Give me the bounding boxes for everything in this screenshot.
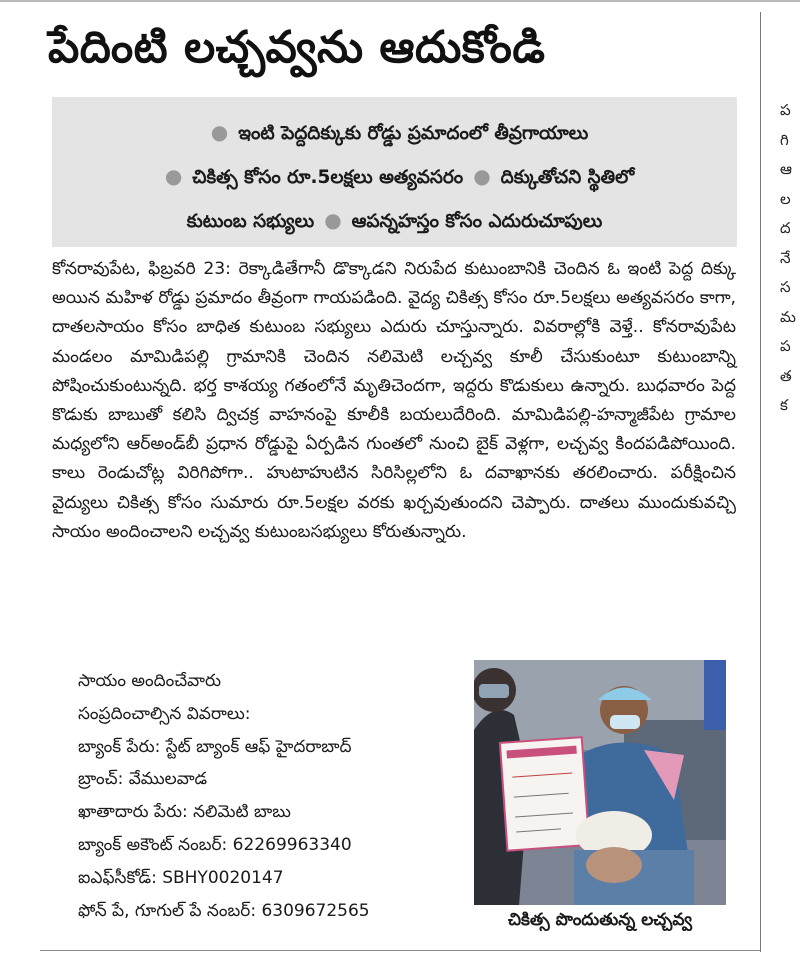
article-headline: పేదింటి లచ్చవ్వను ఆదుకోండి: [48, 22, 546, 73]
bullet-icon: ●: [473, 164, 491, 188]
hospital-photo: [474, 660, 726, 905]
bullet-icon: ●: [210, 120, 229, 144]
donation-details: [78, 665, 468, 927]
page-top-border: [0, 0, 800, 2]
donation-heading: సాయం అందించేవారు: [78, 671, 221, 691]
column-divider: [760, 12, 761, 952]
adjacent-column-fragment: ప గి ఆ ల ద నే స మ ప త క: [780, 101, 796, 414]
donation-subheading: సంప్రదించాల్సిన వివరాలు:: [78, 703, 251, 724]
bank-name: బ్యాంక్ పేరు: స్టేట్ బ్యాంక్ ఆఫ్ హైదరాబాద్: [78, 736, 352, 757]
deck-line-3: కుటుంబ సభ్యులు ● ఆపన్నహస్తం కోసం ఎదురుచూపులు: [186, 208, 603, 232]
photo-caption: చికిత్స పొందుతున్న లచ్చవ్వ: [507, 910, 693, 930]
account-holder: ఖాతాదారు పేరు: నలిమెటి బాబు: [78, 802, 291, 823]
bottom-rule: [40, 950, 760, 951]
hospital-photo-illustration: [474, 660, 726, 905]
deck-line-1: ● ఇంటి పెద్దదిక్కుకు రోడ్డు ప్రమాదంలో తీవ్రగాయాలు: [210, 120, 589, 144]
ifsc-code: ఐఎఫ్‌సీకోడ్: SBHY0020147: [78, 867, 284, 888]
bullet-icon: ●: [324, 208, 342, 232]
phone-number: ఫోన్ పే, గూగుల్ పే నంబర్: 6309672565: [78, 900, 370, 921]
bank-branch: బ్రాంచ్: వేములవాడ: [78, 769, 208, 790]
article-body: కోనరావుపేట, ఫిబ్రవరి 23: రెక్కాడితేగానీ డొక్కాడని నిరుపేద కుటుంబానికి చెందిన ఓ ఇంటి పెద్ద దిక్కు అయిన మహిళ రోడ్డు ప్రమాదం తీవ్రంగా గాయపడింది. వైద్య చికిత్స కోసం రూ.5లక్షలు అత్యవసరం కాగా, దాతలసాయం కోసం బాధిత కుటుంబ సభ్యులు ఎదురు చూస్తున్నారు. వివరాల్లోకి వెళ్తే.. కోనరావుపేట మండలం మామిడిపల్లి గ్రామానికి చెందిన నలిమెటి లచ్చవ్వ కూలీ చేసుకుంటూ కుటుంబాన్ని పోషించుకుంటున్నది. భర్త కాశయ్య గతంలోనే మృతిచెందగా, ఇద్దరు కొడుకులు ఉన్నారు. బుధవారం పెద్ద కొడుకు బాబుతో కలిసి ద్విచక్ర వాహనంపై కూలీకి బయలుదేరింది. మామిడిపల్లి-హన్మాజీపేట గ్రామాల మధ్యలోని ఆర్‌అండ్‌బీ ప్రధాన రోడ్డుపై ఏర్పడిన గుంతలో నుంచి బైక్ వెళ్లగా, లచ్చవ్వ కిందపడిపోయింది. కాలు రెండుచోట్ల విరిగిపోగా.. హుటాహుటిన సిరిసిల్లలోని ఓ దవాఖానకు తరలించారు. పరీక్షించిన వైద్యులు చికిత్స కోసం సుమారు రూ.5లక్షల వరకు ఖర్చవుతుందని చెప్పారు. దాతలు ముందుకువచ్చి సాయం అందించాలని లచ్చవ్వ కుటుంబసభ్యులు కోరుతున్నారు.: [52, 259, 736, 542]
account-number: బ్యాంక్ అకౌంట్ నంబర్: 62269963340: [78, 834, 352, 855]
deck-line-2: ● చికిత్స కోసం రూ.5లక్షలు అత్యవసరం ● దిక్కుతోచని స్థితిలో: [164, 164, 635, 188]
article-deck: [52, 97, 737, 247]
bullet-icon: ●: [164, 164, 183, 188]
